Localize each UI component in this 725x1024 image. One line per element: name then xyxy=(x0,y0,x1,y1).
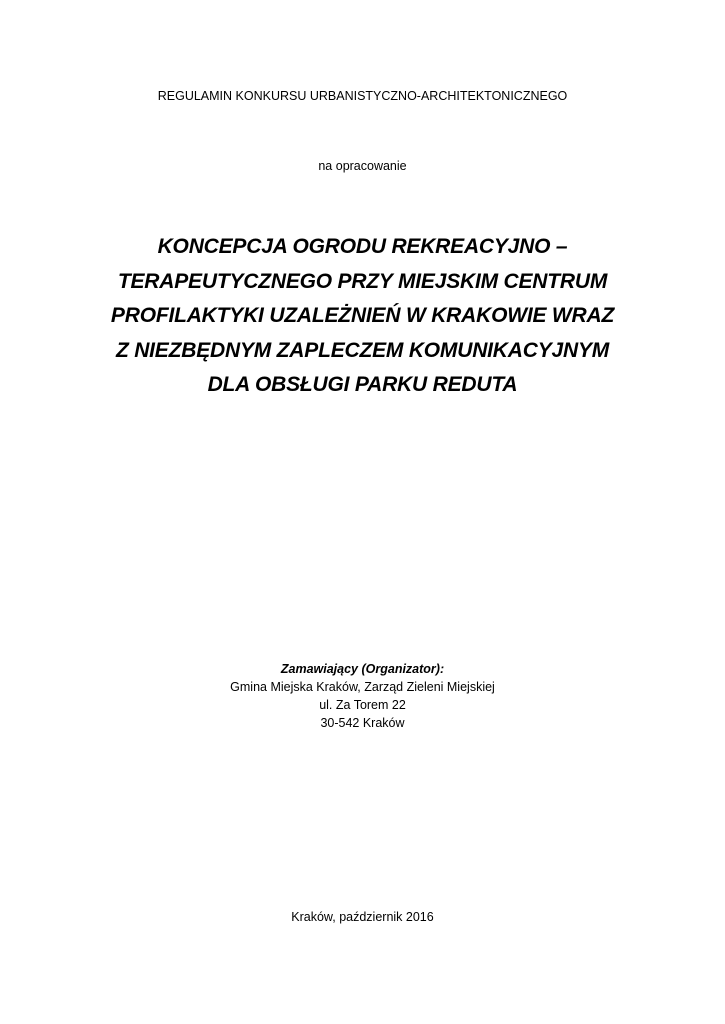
document-title xyxy=(40,230,685,403)
title-line-4: Z NIEZBĘDNYM ZAPLECZEM KOMUNIKACYJNYM xyxy=(115,338,610,362)
place-date: Kraków, październik 2016 xyxy=(291,910,434,924)
title-line-5: DLA OBSŁUGI PARKU REDUTA xyxy=(207,373,518,396)
organizer-street: ul. Za Torem 22 xyxy=(319,698,406,712)
organizer-block xyxy=(0,660,725,732)
organizer-name: Gmina Miejska Kraków, Zarząd Zieleni Miejskiej xyxy=(230,680,495,694)
regulation-title: REGULAMIN KONKURSU URBANISTYCZNO-ARCHITEKTONICZNEGO xyxy=(157,89,568,103)
organizer-label: Zamawiający (Organizator): xyxy=(280,662,445,676)
title-line-2: TERAPEUTYCZNEGO PRZY MIEJSKIM CENTRUM xyxy=(117,269,608,293)
title-line-3: PROFILAKTYKI UZALEŻNIEŃ W KRAKOWIE WRAZ xyxy=(110,304,615,327)
subtitle: na opracowanie xyxy=(318,159,407,173)
organizer-postal-city: 30-542 Kraków xyxy=(320,716,405,730)
title-line-1: KONCEPCJA OGRODU REKREACYJNO – xyxy=(157,235,568,258)
